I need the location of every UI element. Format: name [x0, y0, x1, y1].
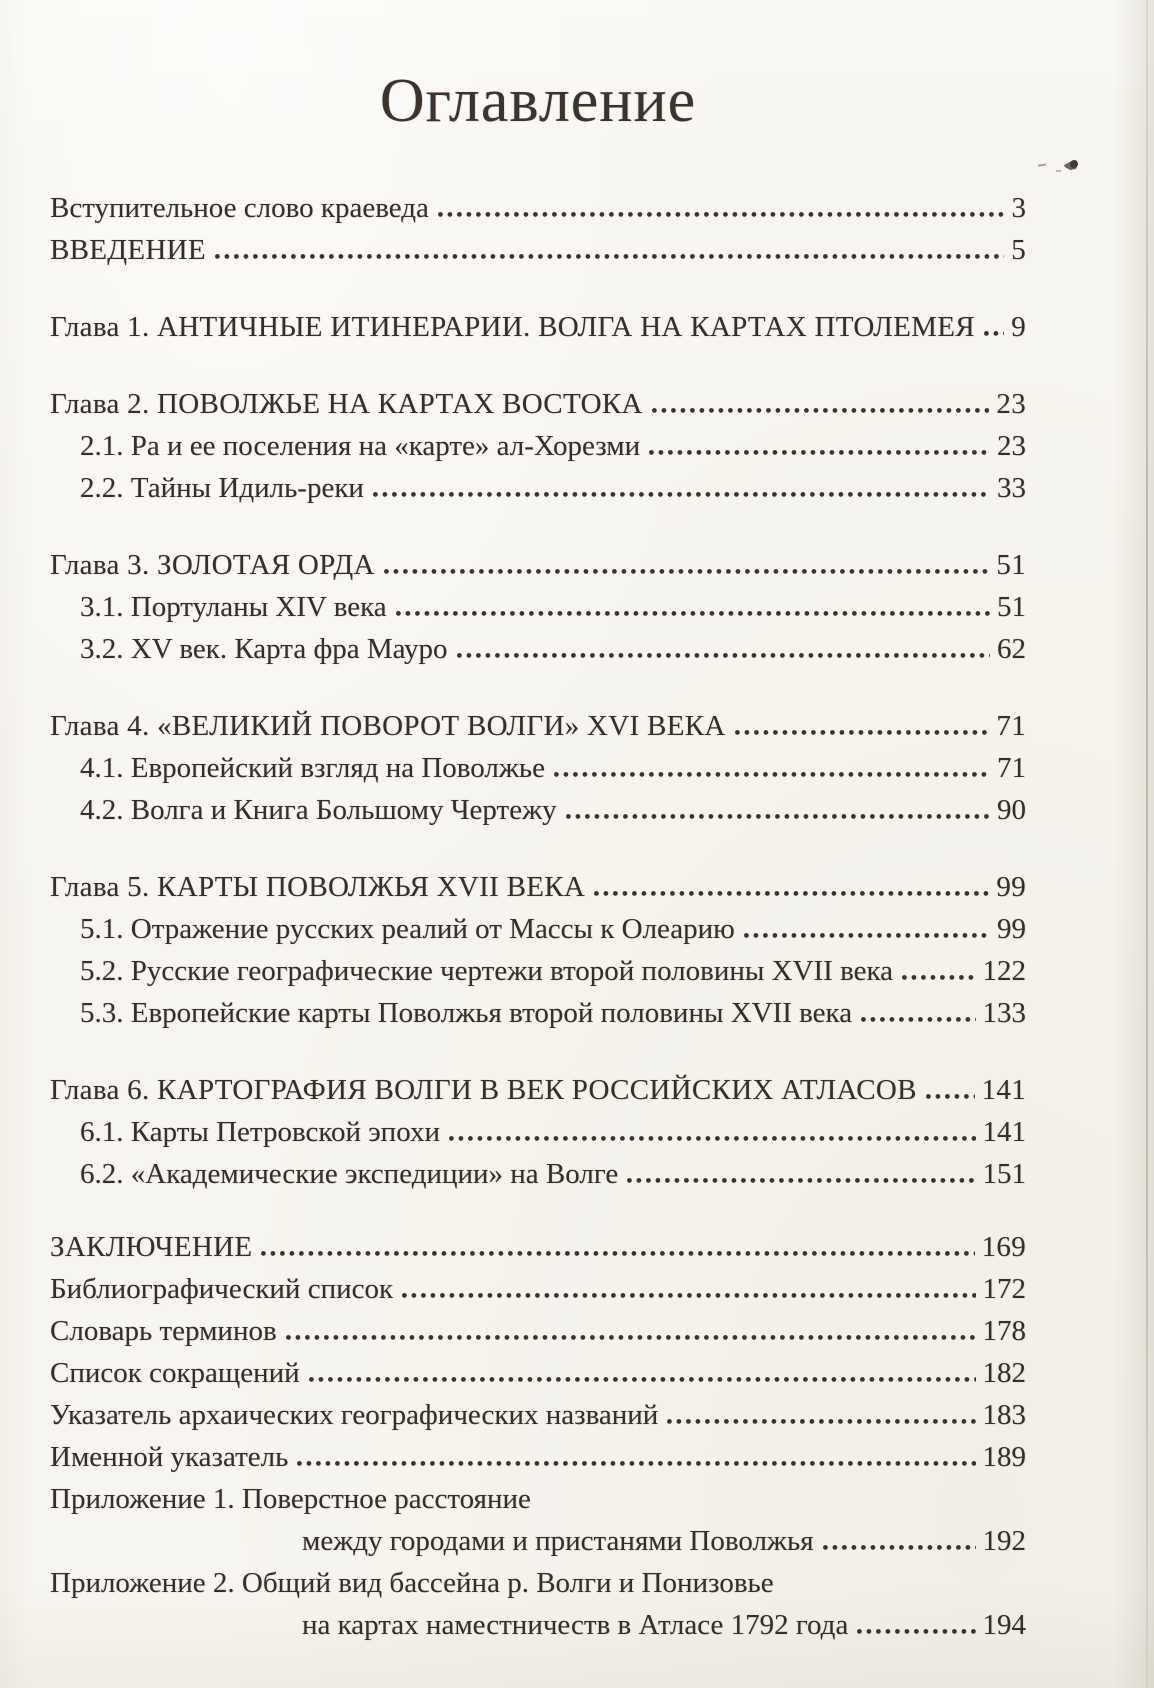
- dot-leader: [396, 611, 990, 616]
- toc-entry-label: Глава 5. КАРТЫ ПОВОЛЖЬЯ XVII ВЕКА: [50, 870, 586, 903]
- toc-entry-label: 6.2. «Академические экспедиции» на Волге: [80, 1157, 619, 1190]
- toc-entry: [50, 986, 1026, 1028]
- toc-entry: [50, 181, 1026, 223]
- toc-entry-label: на картах наместничеств в Атласе 1792 года: [302, 1608, 849, 1641]
- toc-entry: [50, 741, 1026, 783]
- dot-leader: [652, 408, 990, 413]
- dot-leader: [297, 1461, 975, 1466]
- page-edge-shadow: [1146, 0, 1148, 1688]
- toc-entry-page: 141: [982, 1115, 1026, 1148]
- toc-entry: [50, 1430, 1026, 1472]
- dot-leader: [438, 212, 1005, 217]
- toc-entry: [50, 1304, 1026, 1346]
- toc-entry: [50, 1388, 1026, 1430]
- toc-entry-page: 172: [982, 1272, 1026, 1305]
- toc-entry-page: 182: [982, 1356, 1026, 1389]
- toc-entry: [50, 1105, 1026, 1147]
- toc-entry: [50, 1472, 1026, 1514]
- dot-leader: [594, 891, 989, 896]
- dot-leader: [861, 1017, 975, 1022]
- toc-entry-label: Глава 6. КАРТОГРАФИЯ ВОЛГИ В ВЕК РОССИЙСКИХ АТЛАСОВ: [50, 1073, 917, 1106]
- dot-leader: [857, 1629, 975, 1634]
- toc-entry-label: 2.2. Тайны Идиль-реки: [80, 471, 364, 504]
- dot-leader: [735, 730, 990, 735]
- toc-entry: [50, 622, 1026, 664]
- toc-entry-page: 9: [1011, 310, 1026, 343]
- toc-entry-page: 99: [996, 870, 1026, 903]
- toc-entry: [50, 538, 1026, 580]
- dot-leader: [261, 1251, 974, 1256]
- toc-entry-page: 183: [982, 1398, 1026, 1431]
- toc-entry: [50, 1262, 1026, 1304]
- toc-entry-page: 178: [982, 1314, 1026, 1347]
- toc-entry-label: Список сокращений: [50, 1356, 300, 1389]
- toc-entry-label: между городами и пристанями Поволжья: [302, 1524, 814, 1557]
- toc-entry-page: 189: [982, 1440, 1026, 1473]
- toc-entry-page: 71: [997, 751, 1026, 784]
- toc-entry-label: ЗАКЛЮЧЕНИЕ: [50, 1230, 253, 1263]
- dot-leader: [309, 1377, 976, 1382]
- dot-leader: [984, 331, 1004, 336]
- toc-entry-page: 5: [1011, 233, 1026, 266]
- dot-leader: [649, 450, 990, 455]
- toc-entry-label: 4.2. Волга и Книга Большому Чертежу: [80, 793, 557, 826]
- toc-entry-label: Вступительное слово краеведа: [50, 191, 429, 224]
- toc-entry: [50, 1147, 1026, 1189]
- toc-entry: [50, 377, 1026, 419]
- toc-entry-page: 51: [997, 590, 1026, 623]
- toc-entry: [50, 1514, 1026, 1556]
- toc-entry: [50, 580, 1026, 622]
- toc-entry-page: 194: [982, 1608, 1026, 1641]
- dot-leader: [373, 492, 990, 497]
- toc-entry-label: Именной указатель: [50, 1440, 289, 1473]
- toc-entry-label: 5.3. Европейские карты Поволжья второй половины XVII века: [80, 996, 853, 1029]
- toc-entry: [50, 1063, 1026, 1105]
- toc-entry-label: 6.1. Карты Петровской эпохи: [80, 1115, 440, 1148]
- table-of-contents: [50, 181, 1026, 1640]
- toc-entry: [50, 902, 1026, 944]
- toc-entry-label: ВВЕДЕНИЕ: [50, 233, 206, 266]
- toc-entry-page: 122: [982, 954, 1026, 987]
- toc-entry-page: 51: [996, 548, 1026, 581]
- toc-entry: [50, 860, 1026, 902]
- toc-entry-label: 2.1. Ра и ее поселения на «карте» ал-Хорезми: [80, 429, 641, 462]
- toc-entry: [50, 783, 1026, 825]
- toc-entry-page: 141: [981, 1073, 1026, 1106]
- toc-entry-page: 23: [997, 429, 1026, 462]
- toc-entry-page: 169: [981, 1230, 1026, 1263]
- dot-leader: [384, 569, 990, 574]
- toc-entry-label: Глава 2. ПОВОЛЖЬЕ НА КАРТАХ ВОСТОКА: [50, 387, 643, 420]
- toc-entry-label: 4.1. Европейский взгляд на Поволжье: [80, 751, 546, 784]
- toc-entry-page: 90: [997, 793, 1026, 826]
- toc-entry-page: 151: [982, 1157, 1026, 1190]
- dot-leader: [667, 1419, 975, 1424]
- dot-leader: [449, 1136, 976, 1141]
- toc-entry: [50, 944, 1026, 986]
- toc-entry-label: Глава 1. АНТИЧНЫЕ ИТИНЕРАРИИ. ВОЛГА НА КАРТАХ ПТОЛЕМЕЯ: [50, 310, 975, 343]
- toc-entry-label: Приложение 2. Общий вид бассейна р. Волги и Понизовье: [50, 1566, 774, 1599]
- toc-entry-page: 133: [982, 996, 1026, 1029]
- dot-leader: [823, 1545, 976, 1550]
- toc-entry: [50, 461, 1026, 503]
- dot-leader: [902, 975, 976, 980]
- toc-entry-page: 71: [996, 709, 1026, 742]
- toc-entry-label: Глава 4. «ВЕЛИКИЙ ПОВОРОТ ВОЛГИ» XVI ВЕКА: [50, 709, 726, 742]
- dot-leader: [457, 653, 990, 658]
- toc-entry-label: 3.2. XV век. Карта фра Мауро: [80, 632, 448, 665]
- toc-entry-label: Указатель архаических географических названий: [50, 1398, 659, 1431]
- dot-leader: [286, 1335, 976, 1340]
- toc-entry: [50, 223, 1026, 265]
- toc-entry-label: Словарь терминов: [50, 1314, 277, 1347]
- ink-blot-artifact: [1036, 152, 1084, 180]
- toc-entry-page: 192: [982, 1524, 1026, 1557]
- toc-entry: [50, 699, 1026, 741]
- toc-entry-page: 23: [996, 387, 1026, 420]
- toc-entry: [50, 300, 1026, 342]
- dot-leader: [402, 1293, 975, 1298]
- toc-entry: [50, 1346, 1026, 1388]
- toc-entry-page: 99: [997, 912, 1026, 945]
- toc-entry-page: 62: [997, 632, 1026, 665]
- dot-leader: [566, 814, 990, 819]
- dot-leader: [215, 254, 1004, 259]
- toc-entry-label: 5.1. Отражение русских реалий от Массы к Олеарию: [80, 912, 735, 945]
- dot-leader: [627, 1178, 975, 1183]
- toc-entry: [50, 1556, 1026, 1598]
- page-title: Оглавление: [379, 67, 697, 135]
- toc-entry-label: Глава 3. ЗОЛОТАЯ ОРДА: [50, 548, 375, 581]
- toc-entry: [50, 419, 1026, 461]
- toc-entry-label: Библиографический список: [50, 1272, 394, 1305]
- toc-entry-page: 33: [997, 471, 1026, 504]
- toc-entry: [50, 1598, 1026, 1640]
- dot-leader: [926, 1094, 975, 1099]
- toc-entry-label: Приложение 1. Поверстное расстояние: [50, 1482, 531, 1515]
- toc-entry-label: 5.2. Русские географические чертежи второй половины XVII века: [80, 954, 893, 987]
- dot-leader: [554, 772, 990, 777]
- toc-entry: [50, 1220, 1026, 1262]
- toc-entry-page: 3: [1011, 191, 1026, 224]
- toc-entry-label: 3.1. Портуланы XIV века: [80, 590, 387, 623]
- dot-leader: [744, 933, 990, 938]
